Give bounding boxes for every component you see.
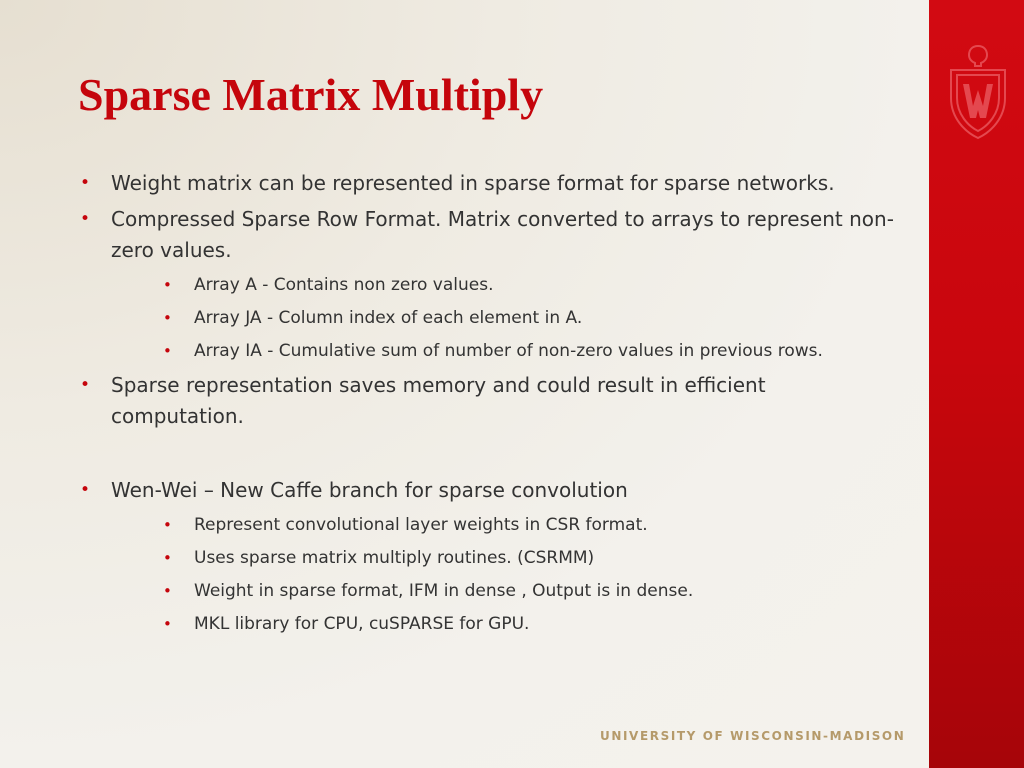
bullet-item xyxy=(80,475,901,506)
bullet-marker: • xyxy=(80,480,91,500)
bullet-text: Array JA - Column index of each element in A. xyxy=(194,308,583,328)
sub-bullet-item xyxy=(163,270,904,300)
sub-bullet-item xyxy=(163,543,904,573)
sub-bullet-item xyxy=(163,576,904,606)
bullet-item xyxy=(80,370,901,432)
bullet-text: Weight in sparse format, IFM in dense , Output is in dense. xyxy=(194,581,694,601)
uw-crest-icon xyxy=(945,42,1011,142)
bullet-marker: • xyxy=(163,342,172,360)
bullet-text: Represent convolutional layer weights in CSR format. xyxy=(194,515,648,535)
bullet-text: Uses sparse matrix multiply routines. (CSRMM) xyxy=(194,548,595,568)
sub-bullet-item xyxy=(163,303,904,333)
bullet-text: Weight matrix can be represented in sparse format for sparse networks. xyxy=(111,171,835,195)
sub-bullet-item xyxy=(163,510,904,540)
bullet-item xyxy=(80,204,901,266)
bullet-text: Array A - Contains non zero values. xyxy=(194,275,494,295)
footer-university-name: UNIVERSITY OF WISCONSIN-MADISON xyxy=(600,729,906,743)
bullet-marker: • xyxy=(163,309,172,327)
bullet-item xyxy=(80,168,901,199)
sub-bullet-item xyxy=(163,609,904,639)
bullet-text: Array IA - Cumulative sum of number of non-zero values in previous rows. xyxy=(194,341,823,361)
bullet-marker: • xyxy=(163,276,172,294)
slide-title: Sparse Matrix Multiply xyxy=(78,69,544,120)
bullet-text: Wen-Wei – New Caffe branch for sparse convolution xyxy=(111,478,628,502)
bullet-marker: • xyxy=(80,375,91,395)
bullet-marker: • xyxy=(163,615,172,633)
bullet-marker: • xyxy=(163,516,172,534)
bullet-text: Compressed Sparse Row Format. Matrix converted to arrays to represent non-zero values. xyxy=(111,207,894,262)
bullet-text: MKL library for CPU, cuSPARSE for GPU. xyxy=(194,614,530,634)
sub-bullet-item xyxy=(163,336,904,366)
bullet-marker: • xyxy=(163,549,172,567)
bullet-marker: • xyxy=(163,582,172,600)
bullet-marker: • xyxy=(80,173,91,193)
bullet-text: Sparse representation saves memory and could result in efficient computation. xyxy=(111,373,766,428)
bullet-marker: • xyxy=(80,209,91,229)
